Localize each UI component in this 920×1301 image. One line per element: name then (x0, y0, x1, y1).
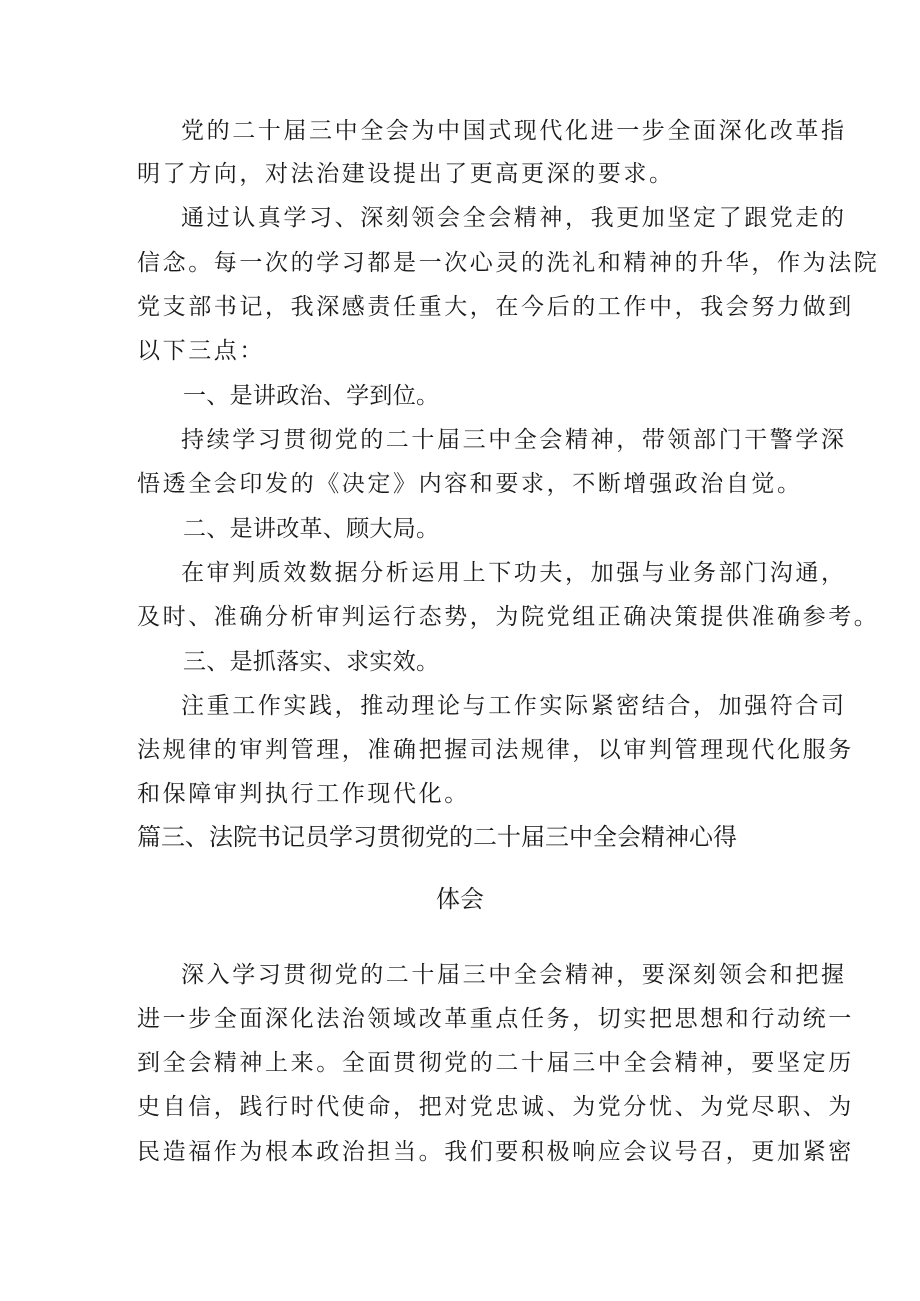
section-3-body-line-5: 民造福作为根本政治担当。我们要积极响应会议号召，更加紧密 (137, 1139, 854, 1165)
point-1-body-line-1: 持续学习贯彻党的二十届三中全会精神，带领部门干警学深 (181, 427, 847, 453)
point-3-body-line-3: 和保障审判执行工作现代化。 (137, 781, 470, 807)
section-3-body-line-2: 进一步全面深化法治领域改革重点任务，切实把思想和行动统一 (137, 1006, 854, 1032)
point-2-body-line-2: 及时、准确分析审判运行态势，为院党组正确决策提供准确参考。 (137, 604, 880, 630)
section-3-title-continued: 体会 (436, 885, 484, 913)
point-3-body-line-2: 法规律的审判管理，准确把握司法规律，以审判管理现代化服务 (137, 737, 854, 763)
section-3-body-line-3: 到全会精神上来。全面贯彻党的二十届三中全会精神，要坚定历 (137, 1050, 854, 1076)
intro-line-1: 党的二十届三中全会为中国式现代化进一步全面深化改革指 (181, 118, 847, 144)
section-3-title: 篇三、法院书记员学习贯彻党的二十届三中全会精神心得 (137, 823, 737, 851)
section-3-body-line-1: 深入学习贯彻党的二十届三中全会精神，要深刻领会和把握 (181, 962, 847, 988)
point-1-body-line-2: 悟透全会印发的《决定》内容和要求，不断增强政治自觉。 (137, 471, 803, 497)
point-1-heading: 一、是讲政治、学到位。 (183, 383, 440, 409)
belief-line-4: 以下三点： (137, 338, 265, 364)
section-3-body-line-4: 史自信，践行时代使命，把对党忠诚、为党分忧、为党尽职、为 (137, 1094, 854, 1120)
belief-line-2: 信念。每一次的学习都是一次心灵的洗礼和精神的升华，作为法院 (137, 250, 880, 276)
point-2-heading: 二、是讲改革、顾大局。 (183, 516, 440, 542)
point-3-heading: 三、是抓落实、求实效。 (183, 649, 440, 675)
intro-line-2: 明了方向，对法治建设提出了更高更深的要求。 (137, 161, 675, 187)
belief-line-3: 党支部书记，我深感责任重大，在今后的工作中，我会努力做到 (137, 294, 854, 320)
point-3-body-line-1: 注重工作实践，推动理论与工作实际紧密结合，加强符合司 (181, 693, 847, 719)
belief-line-1: 通过认真学习、深刻领会全会精神，我更加坚定了跟党走的 (181, 205, 847, 231)
point-2-body-line-1: 在审判质效数据分析运用上下功夫，加强与业务部门沟通， (181, 560, 847, 586)
